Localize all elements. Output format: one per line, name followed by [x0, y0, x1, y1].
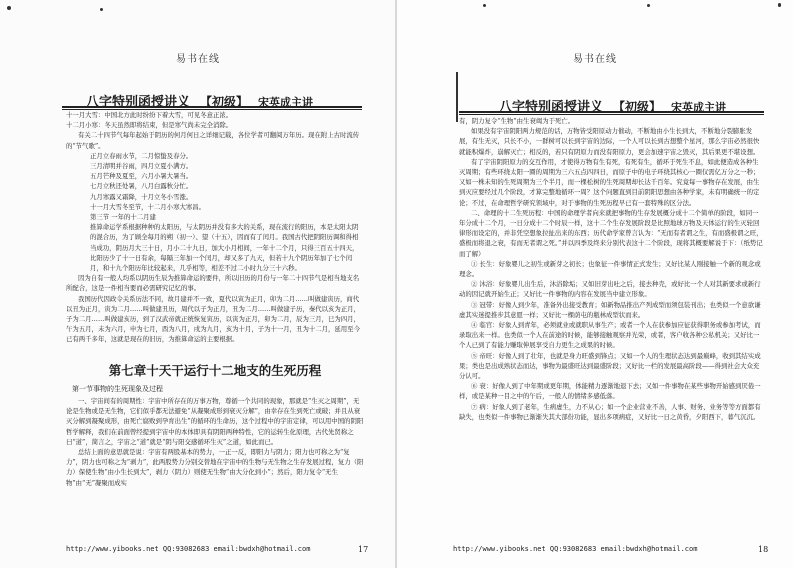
- scan-speck: [778, 3, 781, 7]
- paragraph: ② 沐浴：好象婴儿出生后，沐浴除垢；又如旧芽出吐之后，接去种壳，或好比一个人对其新要求或新行动的因记就开始生正；又好比一件事物的内容在发展当中建立形象。: [459, 280, 761, 299]
- level-label: 【初级】: [613, 100, 662, 114]
- site-header: 易书在线: [573, 54, 617, 65]
- title-rule: [459, 114, 764, 115]
- paragraph: 十一月大雪：中国北方此时纷纷下着大雪，可见冬意正浓。: [66, 111, 233, 119]
- left-body-bottom: [66, 396, 364, 534]
- left-body-top: [66, 110, 364, 353]
- paragraph: ⑦ 病：好象人到了老年，生病虚生，力不从心；如一个企业营业不善，人事、财务、业务等等方面都有缺失，也类似一件事物已渐渐失其大部份功能，显出多项病症，又好比一日之黄昏，夕阳西下，暮气沉沉。: [459, 402, 761, 421]
- scan-speck: [7, 6, 11, 10]
- page-number: 18: [758, 545, 769, 554]
- paragraph: 有关二十四节气每年起始于阴历的何月何日之详细记载，各位学者可翻阅万年历。现在附上古时流传的“节气歌”。: [66, 131, 360, 150]
- subsection-heading: 推算命运学系根据种种的太阳历，与太阴历并没有多大的关系，现在流行的阳历，本是太阳太阴的混合历，为了顾全每月的朔（初一）、望（十五），因而有了闰月。我国古代把阴阳历调和得相当成功，阴历月大三十日，月小二十九日，加大小月相间，一年十二个月，只得三百五十四天，比阳历少了十一日有余，每隔三年加一个闰月，却又多了九天，但若十九个阴历年加了七个闰月，和十九个阳历年比较起来，几乎相等，相差不过二小时九分三十六秒。: [90, 223, 359, 273]
- poem-line: 五月芒种及夏至，六月小暑大暑当。: [90, 172, 193, 181]
- poem-line: 九月寒露又霜降，十月立冬小雪涨。: [90, 192, 193, 201]
- scan-edge-line: [456, 72, 458, 122]
- paragraph: ⑥ 衰：好像人到了中年期或更年期，体能精力逐渐地退下去；又如一件事物在某些事物开始感到厌倦一样，或是某种一目之中的午后，一般人的情绪多感低落。: [459, 382, 761, 401]
- paragraph: ④ 临官：好象人到青年，必须就业或就职从事生产；或者一个人在获参加应征获得职务或参加考试，而录取出来一样。也类似一个人在前途的时候，能够接触观察并光荣，或者，客户收各种公私机关；又好比一个人已到了有能力赚取伸展享受自力更生之成果的时候。: [459, 321, 761, 350]
- paragraph: 一、宇宙间有的周期性：宇宙中所存在的万事万物，尊循一个共同的现象，那就是“生灭之周期”，无论是生物或是无生物，它们似乎都无法避免“从凝聚成形到衰灭分解”，由幸存在生到死亡或破；并且从衰灭分解到凝聚成形，由死亡腐败到孕育出生”的循环的生命历，这个过程中的宇宙定律，可以用中国的阴阳哲学解释，我们在前面曾经提到宇宙中的本体即具有阴阳两种特性，它的运转生化原理，古代先贤称之曰“道”，简言之，宇宙之“道”就是“阴与阳交感循环生灭”之道，如此而已。: [66, 397, 364, 446]
- paragraph: ⑤ 帝旺：好像人到了壮年，也就是身力旺盛到锋点；又如一个人的生理状态达到最巅峰，收到其结实成果；类也是出成熟状态而达，事物为最盛旺达到最盛阶段；又好比一栏的发展最高阶段——得到社会大众充分认可。: [459, 351, 761, 381]
- page-number: 17: [358, 545, 369, 554]
- section-title: 第一节事物的生死现象及过程: [72, 385, 163, 393]
- poem-line: 七月立秋还处暑，八月白露秋分忙。: [90, 182, 193, 191]
- poem-line: 第三节 一年的十二月建: [90, 213, 156, 222]
- paragraph: 因为自有一般人均系以阴历生辰为推算命运的要件，所以旧历的月份与一年二十四节气是相当地支名所配合，这是一件相当要而必需研究记忆的事。: [66, 274, 360, 293]
- footer-text: http://www.yibooks.net QQ:93082683 email:bwdxh@hotmail.com: [453, 545, 698, 553]
- lecture-title: 八字特别函授讲义: [86, 95, 191, 110]
- right-body: [459, 116, 764, 538]
- footer-text: http://www.yibooks.net QQ:93082683 email:bwdxh@hotmail.com: [66, 545, 311, 553]
- paragraph: 我国历代因政令关系历法不同，故月建并不一致，夏代以寅为正月，卯为二月……叫做建寅历，商代以丑为正月，寅为二月……叫做建丑历，周代以子为正月，丑为二月……叫做建子历，秦代以亥为正月，子为二月……叫做建亥历，到了汉武帝就正统恢复寅历，以寅为正月，卯为二月，辰为三月，巳为四月，午为五月，未为六月，申为七月，酉为八月，戌为九月，亥为十月，子为十一月，丑为十二月，延用至今已有两千多年，这就是现在的旧历，为推算命运的主要根据。: [66, 294, 360, 344]
- level-label: 【初级】: [200, 95, 249, 109]
- speaker-label: 宋英成主讲: [258, 96, 314, 109]
- site-header: 易书在线: [176, 54, 220, 65]
- left-page: [0, 0, 396, 568]
- poem-line: 三月清明并谷雨，四月立夏小满方。: [90, 162, 193, 171]
- paragraph: 十二月小寒：冬天虽然即将结束，但是寒气尚未完全消除。: [66, 121, 233, 130]
- paragraph: 如果没有宇宙阴阳两力规范的话，万物皆受阳原动力催动，不断地由小生长到大，不断地分裂膨胀发展，有生无灭，只长不小，一群树可以长到宇宙的边际，一个人可以长到古想整个星河，那么宇宙必然很快就能积爆炸，崩解灭亡；相反的，若只有阴原力而没有阳原力，更会加速宇宙之毁灭，其后果更不堪设想。: [459, 127, 760, 156]
- poem-line: 十一月大雪冬至节，十二月小寒大寒昌。: [90, 202, 206, 211]
- scan-speck: [647, 4, 650, 7]
- title-rule: [459, 111, 764, 113]
- lecture-title: 八字特别函授讲义: [499, 100, 604, 115]
- scan-speck: [483, 4, 486, 7]
- right-page: [397, 0, 793, 568]
- poem-line: 正月立春雨水节，二月惊蛰及春分。: [90, 151, 193, 160]
- paragraph: ① 长生：好象婴儿之初生或新芽之初长；也象征一件事情正式发生；又好比某人刚接触一个新的观念或理念。: [459, 259, 761, 279]
- paragraph: 有，阴力复令“生物”由生衰竭为于死亡。: [459, 117, 575, 125]
- speaker-label: 宋英成主讲: [671, 101, 727, 114]
- paragraph: 有了宇宙阴阳原力的交互作用，才使得万物有生有死，有死有生，循环于死生不息，如此便造成各种生灭周期；有些环绕太阳一圈的周期为三六五点四四日，而原子中的电子环绕其核心一圈仅需亿万分之一秒；又如一株未知的生死周期为三个半月，而一棵松树的生死周期却长达千百年。究竟每一事物存在发展，由生到灭应要经过几个阶段，才算完整地循环一周？这个问题直到目前阴阳思想由各种学家，未有明确统一的定论；不过，在命理哲学研究领域中，对于事物的生死历程早已有一套特殊的区分法。: [459, 157, 760, 207]
- title-rule: [62, 106, 362, 108]
- paragraph: 总结上面的意思就是说：宇宙有两股基本的势力，一正一反，即阳力与阴力；阳力也可称之为“复力”，阴力也可称之为“剥力”，此两股势力分别交替地在宇宙中的生物与无生物之生存发展过程，复力（阳力）保使生物“由小生长到大”，剥力（阴力）则使无生物“由大分化到小”；然后，阳力复令“无生物”由“无”凝聚而成实: [66, 448, 364, 487]
- paragraph: 二、命理的十二生死历程：中国的命理学者向来就把事物的生存发展概分成十二个简单的阶段，如同一年分成十二个月，一日分成十二个时辰一样，这十二个生存发展阶段是比照地球万物及天体运行的生灭轮回律形而设定的，并非凭空想象拉扯出来的东西；历代命学家曾言认为：“无而有者谓之生，有而盛极谓之旺，盛极而将退之衰，有而无者谓之死。”并以四季及终来分别代表这十二个阶段，现将其概要解说于下：（纸势记而了解）: [459, 208, 763, 258]
- scan-speck: [100, 8, 103, 11]
- paragraph: ③ 冠带：好像人到少年，准备外出接受教育；如新物品推出产列成型而须包装刊出；也类似一个意欲谦虚其实迷提推步其意愿一样；又好比一棵荫屯的瓶林成型状而来。: [459, 300, 761, 319]
- chapter-title: 第七章十天干运行十二地支的生死历程: [108, 363, 322, 378]
